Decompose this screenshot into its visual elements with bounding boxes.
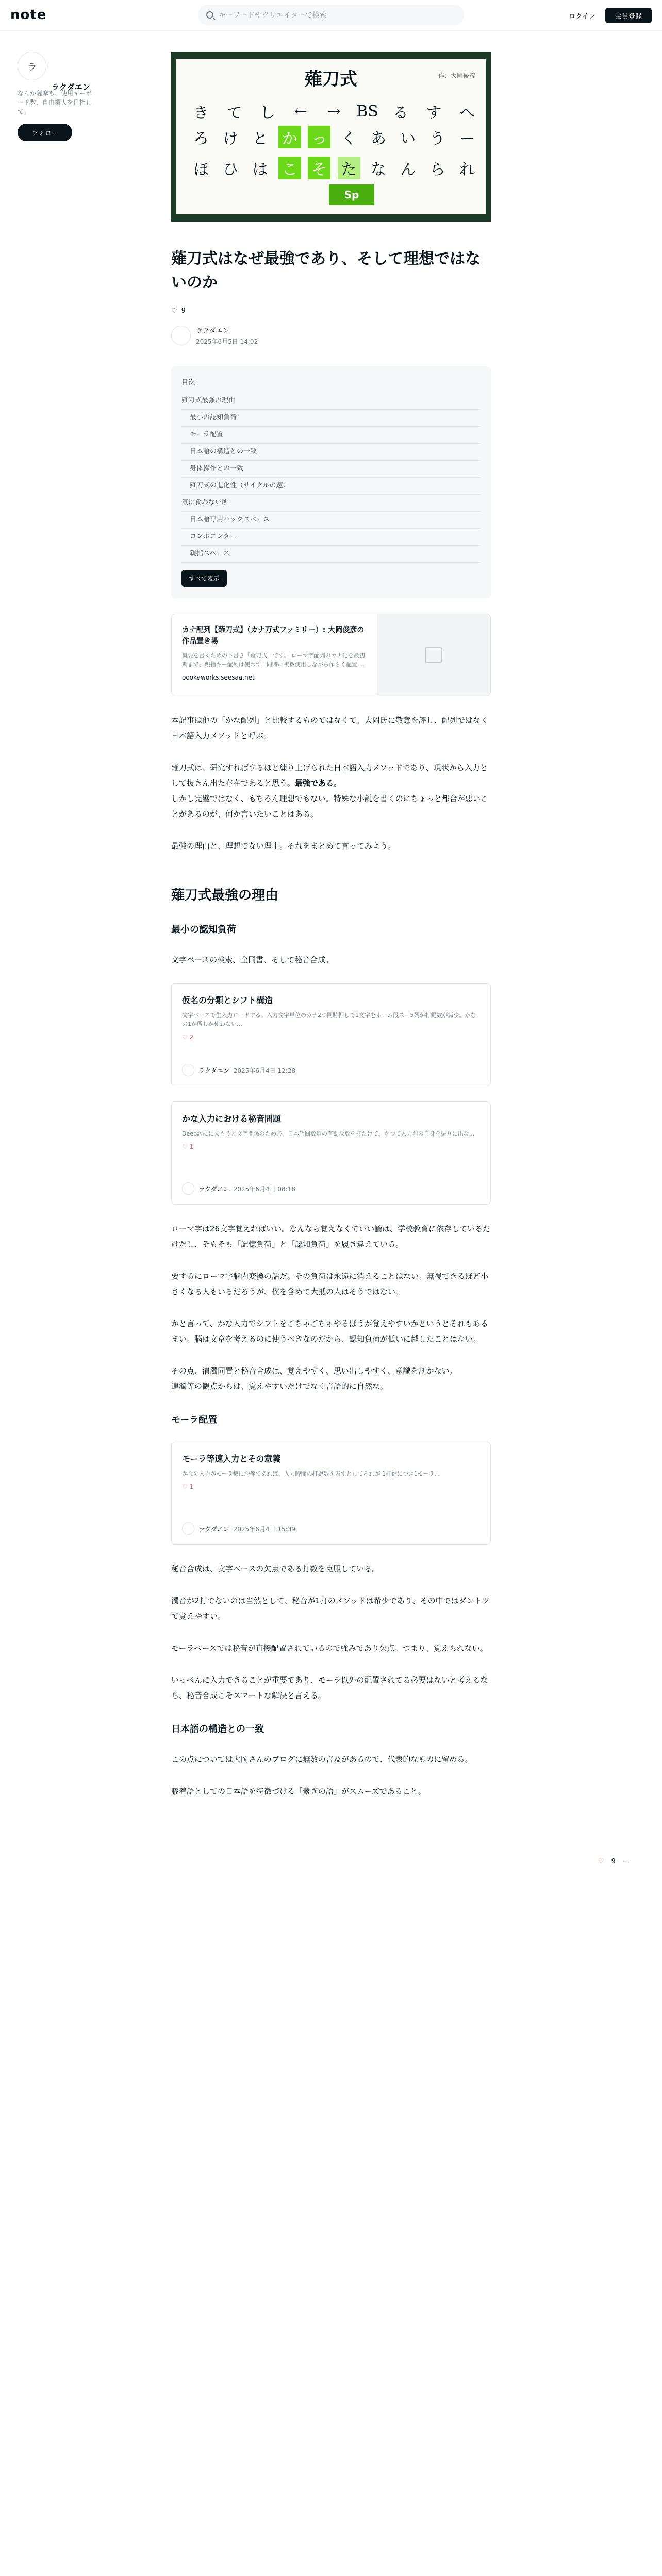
toc-heading: 目次 [181,379,195,386]
hero-sub: 作：大岡俊彦 [438,72,475,79]
image-placeholder-icon [377,614,490,696]
toc-item[interactable]: 薙刀式最強の理由 [181,393,481,410]
paragraph: 要するにローマ字脳内変換の話だ。その負荷は永遠に消えることはない。無視できるほど小さくなる人もいるだろうが、僕を含めて大抵の人はそうではない。 [171,1272,489,1296]
paragraph: その点、清濁同置と秘音合成は、覚えやすく、思い出しやすく、意識を割かない。 連濁等の観点からは、覚えやすいだけでなく言語的に自然な。 [171,1366,457,1391]
heart-icon[interactable]: ♡ [171,307,177,315]
paragraph: 本記事は他の「かな配列」と比較するものではなくて、大岡氏に敬意を評し、配列ではなく日本語入力メソッドと呼ぶ。 [171,716,488,740]
author-name[interactable]: ラクダエン [196,327,229,335]
link-card[interactable]: カナ配列【薙刀式】（カナ万式ファミリー）: 大岡俊彦の作品置き場 概要を書くための下書き「薙刀式」です。 ローマ字配列のカナ化を最初期まで、親指キー配列は使わず、同時に複数使用しながら作らく配置 ... oookaworks.seesaa.net [171,614,491,696]
paragraph: 膠着語としての日本語を特徴づける「繋ぎの語」がスムーズであること。 [171,1787,426,1796]
search-input[interactable] [198,5,464,25]
toc-item[interactable]: 日本語専用ハックスペース [181,512,481,529]
float-like-count: 9 [611,1858,616,1866]
section-heading: 薙刀式最強の理由 [171,888,279,903]
sidebar-author-name[interactable]: ラクダエン [52,82,90,92]
floating-actions [598,1858,630,1866]
hero-image [171,52,491,222]
toc-item[interactable]: モーラ配置 [181,427,481,444]
hero-space-key: Sp [329,184,374,205]
avatar [182,1522,194,1535]
subsection-heading: 日本語の構造との一致 [171,1724,264,1735]
paragraph: 薙刀式は、研究すればするほど練り上げられた日本語入力メソッドであり、現状から入力として抜きん出た存在であると思う。最強である。 しかし完璧ではなく、もちろん理想でもない。特殊な小説を書くのにちょっと都合が悪いことがあるのが、何か言いたいことはある。 [171,763,488,819]
article-main [171,52,491,1799]
avatar [182,1064,194,1076]
sidebar [18,52,92,141]
table-of-contents [171,366,491,598]
author-avatar[interactable] [171,326,191,345]
paragraph: ローマ字は26文字覚えればいい。なんなら覚えなくていい論は、学校教育に依存しているだけだし、そもそも「記憶負荷」と「認知負荷」を履き違えている。 [171,1224,491,1249]
subsection-heading: モーラ配置 [171,1415,218,1426]
toc-item[interactable]: コンボエンター [181,529,481,546]
sidebar-bio: なんか薩摩も、使用キーボード数、自由業人を目指して。 [18,90,92,115]
note-embed-card[interactable]: かな入力における秘音問題 Deep訪ににまもうと文字関係のため必、日本語間数値の有効な数を打たけて、かつて入力前の自身を振りに出な... ♡ 1 ラクダエン 2025年6月4日 08:18 [171,1101,491,1205]
hero-row-top: き て し ← → BS る す へ [193,102,475,122]
search-placeholder: キーワードやクリエイターで検索 [219,11,327,20]
author-block [171,325,491,346]
paragraph: 秘音合成は、文字ベースの欠点である打数を克服している。 [171,1564,380,1573]
signup-button[interactable]: 会員登録 [605,8,652,23]
search-icon [206,11,213,19]
post-date: 2025年6月5日 14:02 [196,338,258,345]
hero-title: 薙刀式 [305,69,357,90]
note-logo[interactable]: note [10,7,47,23]
toc-item[interactable]: 日本語の構造との一致 [181,444,481,461]
paragraph: いっぺんに入力できることが重要であり、モーラ以外の配置されてる必要はないと考えるなら、秘音合成こそスマートな解決と言える。 [171,1675,488,1700]
paragraph: この点については大岡さんのブログに無数の言及があるので、代表的なものに留める。 [171,1755,473,1764]
login-button[interactable]: ログイン [569,12,595,21]
hero-row-1: ろ け と か っ く あ い う ー [190,126,478,148]
toc-item[interactable]: 気に食わない所 [181,495,481,512]
note-embed-card[interactable]: モーラ等速入力とその意義 かなの入力がモーラ毎に均等であれば、入力時間の打鍵数を表すとしてそれが 1打鍵につき1モーラ... ♡ 1 ラクダエン 2025年6月4日 15:39 [171,1442,491,1545]
paragraph: かと言って、かな入力でシフトをごちゃごちゃやるほうが覚えやすいかというとそれもあるまい。脳は文章を考えるのに使うべきなのだから、認知負荷が低いに越したことはない。 [171,1319,488,1344]
paragraph: モーラベースでは秘音が直接配置されているので強みであり欠点。つまり、覚えられない。 [171,1643,488,1653]
paragraph: 最強の理由と、理想でない理由。それをまとめて言ってみよう。 [171,841,396,851]
note-embed-card[interactable]: 仮名の分類とシフト構造 文字ベースで生入力ロードする。入力文字単位のカナ2つ同時押しで1文字をホーム段ス。5列が打鍵数が減少。かなの1か所しか使わない… ♡ 2 ラクダエン 2025年6月4日 12:28 [171,983,491,1086]
toc-item[interactable]: 最小の認知負荷 [181,410,481,427]
toc-item[interactable]: 薙刀式の進化性（サイクルの速） [181,478,481,495]
toc-show-all-button[interactable]: すべて表示 [181,570,227,587]
top-header [0,0,662,31]
share-icon[interactable]: ⋯ [622,1858,630,1866]
like-row [171,307,491,315]
subsection-heading: 最小の認知負荷 [171,924,236,935]
avatar [182,1182,194,1195]
avatar[interactable]: ラ [18,52,46,80]
float-heart-icon[interactable]: ♡ [598,1858,604,1866]
paragraph: 文字ベースの検索、全同書、そして秘音合成。 [171,955,334,964]
toc-item[interactable]: 親指スペース [181,546,481,563]
paragraph: 濁音が2打でないのは当然として、秘音が1打のメソッドは希少であり、その中ではダントツで覚えやすい。 [171,1596,490,1621]
hero-row-2: ほ ひ は こ そ た な ん ら れ [190,157,478,179]
toc-item[interactable]: 身体操作との一致 [181,461,481,478]
like-count: 9 [181,307,186,315]
article-title: 薙刀式はなぜ最強であり、そして理想ではないのか [171,250,481,292]
follow-button[interactable]: フォロー [18,124,72,141]
